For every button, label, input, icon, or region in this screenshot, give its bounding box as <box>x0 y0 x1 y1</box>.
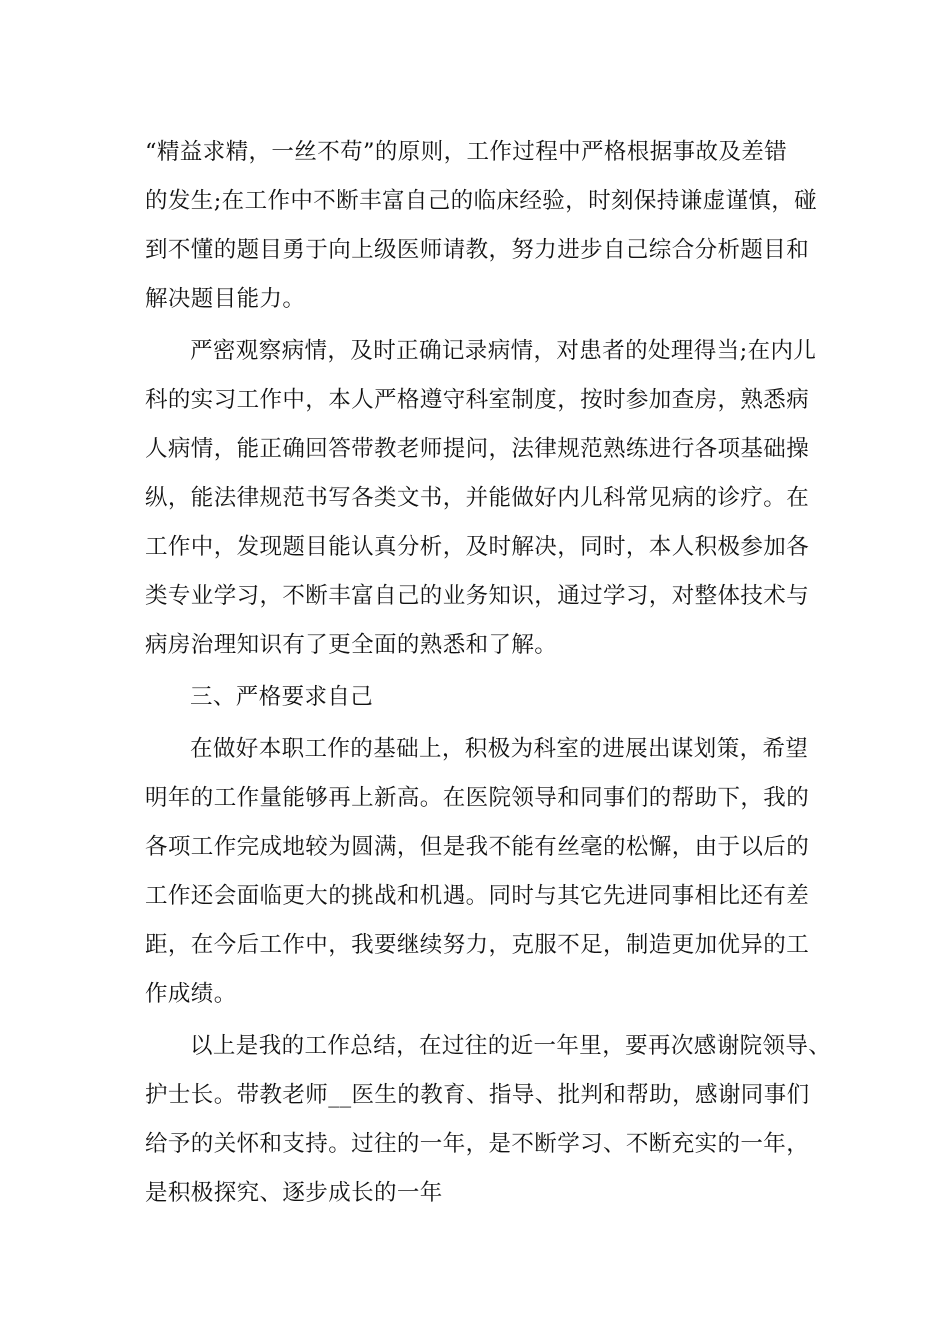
text-line: 各项工作完成地较为圆满，但是我不能有丝毫的松懈，由于以后的 <box>145 834 810 860</box>
paragraph-first-line: 在做好本职工作的基础上，积极为科室的进展出谋划策，希望 <box>190 736 809 762</box>
text-line: 人病情，能正确回答带教老师提问，法律规范熟练进行各项基础操 <box>145 436 810 462</box>
text-line: 科的实习工作中，本人严格遵守科室制度，按时参加查房，熟悉病 <box>145 387 810 413</box>
text-line: 工作还会面临更大的挑战和机遇。同时与其它先进同事相比还有差 <box>145 883 810 909</box>
text-line: 是积极探究、逐步成长的一年 <box>145 1180 443 1206</box>
text-line: 给予的关怀和支持。过往的一年，是不断学习、不断充实的一年， <box>145 1131 810 1157</box>
text-line: “精益求精，一丝不苟”的原则，工作过程中严格根据事故及差错 <box>145 139 788 165</box>
paragraph-first-line: 严密观察病情，及时正确记录病情，对患者的处理得当;在内儿 <box>190 338 817 364</box>
section-heading: 三、严格要求自己 <box>190 684 374 710</box>
text-line: 作成绩。 <box>145 981 237 1007</box>
text-line: 解决题目能力。 <box>145 286 306 312</box>
text-line: 距，在今后工作中，我要继续努力，克服不足，制造更加优异的工 <box>145 932 810 958</box>
text-line: 的发生;在工作中不断丰富自己的临床经验，时刻保持谦虚谨慎，碰 <box>145 188 818 214</box>
text-line: 病房治理知识有了更全面的熟悉和了解。 <box>145 632 558 658</box>
text-line: 到不懂的题目勇于向上级医师请教，努力进步自己综合分析题目和 <box>145 237 810 263</box>
text-line: 类专业学习，不断丰富自己的业务知识，通过学习，对整体技术与 <box>145 583 810 609</box>
text-line: 明年的工作量能够再上新高。在医院领导和同事们的帮助下，我的 <box>145 785 810 811</box>
paragraph-first-line: 以上是我的工作总结，在过往的近一年里，要再次感谢院领导、 <box>190 1033 832 1059</box>
text-line: 工作中，发现题目能认真分析，及时解决，同时，本人积极参加各 <box>145 534 810 560</box>
text-line: 护士长。带教老师__医生的教育、指导、批判和帮助，感谢同事们 <box>145 1082 810 1108</box>
text-line: 纵，能法律规范书写各类文书，并能做好内儿科常见病的诊疗。在 <box>145 485 810 511</box>
